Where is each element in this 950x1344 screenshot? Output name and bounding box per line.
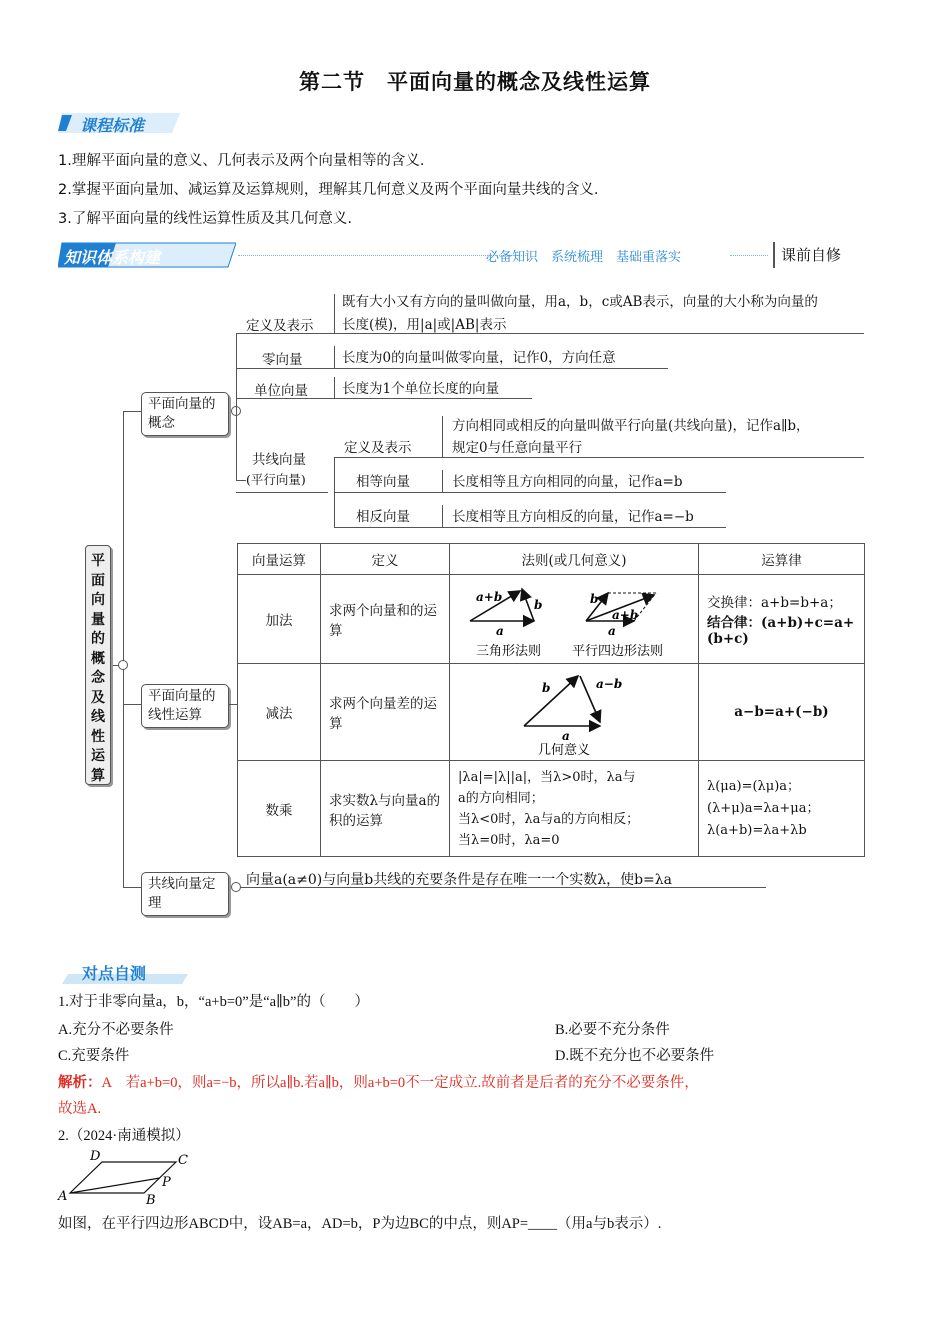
op-law [699,575,865,664]
diff-label: a−b [596,677,623,691]
node-dot [118,660,128,670]
linear-ops-box: 平面向量的线性运算 [141,684,229,728]
connector [123,411,141,412]
opp-label: 相反向量 [356,509,410,525]
connector [236,333,864,334]
table-header: 向量运算 [238,544,321,575]
vector-b [522,589,534,621]
standard-3: 3.了解平面向量的线性运算性质及其几何意义. [58,211,352,227]
a-label: a [608,624,616,638]
op-name: 数乘 [238,761,321,857]
connector [123,704,141,705]
b-label: b [534,598,543,612]
def-label: 定义及表示 [246,318,314,334]
parallelogram [70,1162,176,1193]
unit-text: 长度为1个单位长度的向量 [342,381,500,397]
def-text-1: 既有大小又有方向的量叫做向量，用a，b，c或AB表示，向量的大小称为向量的 [342,294,818,310]
connector [236,368,668,369]
connector [123,887,141,888]
col-def-label: 定义及表示 [344,440,412,456]
table-header: 定义 [321,544,450,575]
table-header: 法则(或几何意义) [450,544,699,575]
label-b: B [146,1193,156,1208]
theorem-text: 向量a(a≠0)与向量b共线的充要条件是存在唯一一个实数λ，使b=λa [246,872,673,888]
connector [334,346,335,368]
analysis-label: 解析： [58,1075,102,1091]
geo-meaning-label: 几何意义 [538,743,591,758]
label-a: A [58,1189,68,1204]
connector [123,411,124,887]
op-rule-cell [450,575,699,664]
associative-law: 结合律：(a+b)+c=a+(b+c) [707,615,855,647]
root-label: 平面向量的概念及线性运算 [91,553,105,784]
op-name: 加法 [238,575,321,664]
label-d: D [90,1149,101,1164]
connector [334,377,335,398]
connector [229,704,237,705]
course-standard-label: 课程标准 [80,116,145,135]
knowledge-subtitle: 必备知识 系统梳理 基础重落实 [486,250,682,265]
op-law: a−b=a+(−b) [699,664,865,761]
page-title: 第二节 平面向量的概念及线性运算 [299,70,651,94]
connector [334,527,726,528]
q1-stem: 1.对于非零向量a，b，“a+b=0”是“a∥b”的（ ） [58,994,369,1010]
mul-rule-1: |λa|=|λ||a|，当λ>0时，λa与 [458,769,636,785]
mul-law-2: (λ+μ)a=λa+μa； [707,800,820,816]
col-def-text-2: 规定0与任意向量平行 [452,440,583,456]
connector [236,492,328,493]
collinear-label-1: 共线向量 [252,452,306,468]
table-row [238,664,865,761]
label-p: P [162,1175,171,1190]
root-node [85,545,111,785]
equal-label: 相等向量 [356,474,410,490]
def-text-2: 长度(模)，用|a|或|AB|表示 [342,317,507,333]
self-test-badge [62,960,190,984]
concept-box: 平面向量的概念 [141,392,229,436]
zero-text: 长度为0的向量叫做零向量，记作0，方向任意 [342,350,616,366]
knowledge-label: 知识体系构建 [64,248,161,267]
collinear-label-2: (平行向量) [246,472,306,487]
parallelogram-rule-label: 平行四边形法则 [572,644,664,659]
connector [442,470,443,492]
q1-option-b: B.必要不充分条件 [555,1022,670,1038]
zero-label: 零向量 [262,352,303,368]
b-label: b [542,681,551,695]
q1-option-d: D.既不充分也不必要条件 [555,1048,715,1064]
subtraction-diagram [450,664,696,760]
commutative-law: 交换律：a+b=b+a； [707,595,842,611]
q1-option-c: C.充要条件 [58,1048,130,1064]
connector [334,492,726,493]
parallelogram-figure [56,1148,206,1208]
connector [442,416,443,457]
op-name: 减法 [238,664,321,761]
sum-label: a+b [476,590,503,604]
table-header: 运算律 [699,544,865,575]
op-def: 求两个向量差的运算 [321,664,450,761]
mul-law-3: λ(a+b)=λa+λb [707,822,807,838]
addition-diagram [450,575,696,663]
op-law [699,761,865,857]
pre-class-tag: 课前自修 [773,242,841,268]
a-label: a [562,729,570,743]
table-row [238,761,865,857]
op-rule-cell [450,761,699,857]
op-def: 求两个向量和的运算 [321,575,450,664]
analysis-text: A 若a+b=0，则a=−b，所以a∥b.若a∥b，则a+b=0不一定成立.故前者是后者的充分不必要条件， [101,1075,699,1091]
mul-rule-3: 当λ<0时，λa与a的方向相反； [458,811,640,827]
triangle-rule-label: 三角形法则 [476,644,542,659]
mul-rule-2: a的方向相同； [458,790,544,806]
self-test-label: 对点自测 [82,964,147,983]
connector [236,480,246,481]
mul-rule-4: 当λ=0时，λa=0 [458,832,560,848]
unit-label: 单位向量 [254,383,308,399]
linear-ops-table [237,543,865,857]
connector [442,505,443,527]
connector [236,333,237,480]
vector-b [524,676,578,726]
equal-text: 长度相等且方向相同的向量，记作a=b [452,474,683,490]
mul-law-1: λ(μa)=(λμ)a； [707,778,801,794]
op-rule-cell [450,664,699,761]
standard-2: 2.掌握平面向量加、减运算及运算规则，理解其几何意义及两个平面向量共线的含义. [58,182,599,198]
table-row [238,575,865,664]
q2-stem: 如图，在平行四边形ABCD中，设AB=a，AD=b，P为边BC的中点，则AP=____（用a与b表示）. [58,1216,662,1232]
q1-analysis-end: 故选A. [58,1101,102,1117]
a-label: a [496,624,504,638]
opp-text: 长度相等且方向相反的向量，记作a=−b [452,509,694,525]
b-label: b [590,592,599,606]
q2-head: 2.（2024·南通模拟） [58,1128,190,1144]
sum-label: a+b [612,608,639,622]
standard-1: 1.理解平面向量的意义、几何表示及两个向量相等的含义. [58,153,425,169]
col-def-text-1: 方向相同或相反的向量叫做平行向量(共线向量)，记作a∥b， [452,418,810,434]
table-header-row [238,544,865,575]
q1-option-a: A.充分不必要条件 [58,1022,174,1038]
q1-analysis [58,1071,699,1092]
connector [334,294,335,333]
connector [334,457,864,458]
label-c: C [178,1153,188,1168]
theorem-box: 共线向量定理 [141,872,229,916]
op-def: 求实数λ与向量a的积的运算 [321,761,450,857]
